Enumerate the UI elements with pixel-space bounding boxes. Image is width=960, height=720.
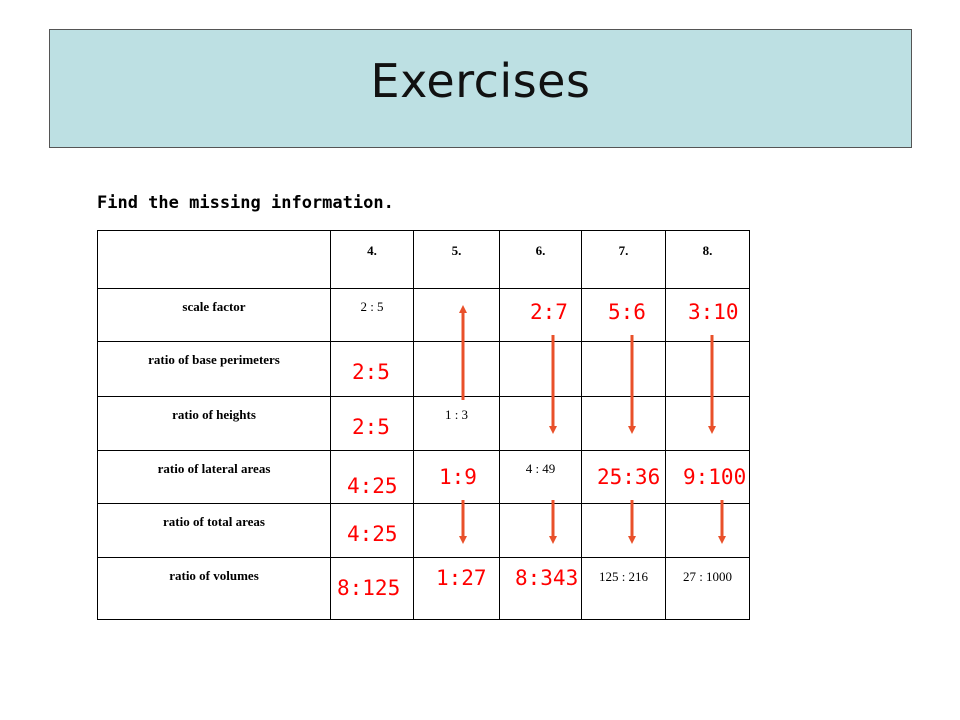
page-title: Exercises [370,54,591,108]
answer-volumes-6: 8:343 [515,566,579,590]
answer-volumes-5: 1:27 [436,566,487,590]
given-value: 4 : 49 [500,451,582,504]
answer-perimeters-4: 2:5 [352,360,390,384]
answer-lateral-5: 1:9 [439,465,477,489]
answer-lateral-4: 4:25 [347,474,398,498]
given-value-text: 27 : 1000 [682,569,733,584]
answer-lateral-8: 9:100 [683,465,747,489]
answer-lateral-7: 25:36 [597,465,661,489]
answer-scale-7: 5:6 [608,300,646,324]
row-label: ratio of lateral areas [98,451,331,504]
given-value: 1 : 3 [414,397,500,451]
answer-heights-4: 2:5 [352,415,390,439]
given-value: 2 : 5 [331,289,414,342]
row-label: ratio of total areas [98,504,331,558]
row-label: ratio of heights [98,397,331,451]
instruction-text: Find the missing information. [97,193,394,213]
header-cell: 6. [500,231,582,289]
row-label: scale factor [98,289,331,342]
answer-scale-6: 2:7 [530,300,568,324]
given-value-text: 125 : 216 [598,569,649,584]
header-cell: 4. [331,231,414,289]
header-cell: 8. [666,231,750,289]
answer-volumes-4: 8:125 [337,576,401,600]
answer-total-4: 4:25 [347,522,398,546]
header-cell: 5. [414,231,500,289]
row-label: ratio of volumes [98,558,331,620]
answer-scale-8: 3:10 [688,300,739,324]
row-label: ratio of base perimeters [98,342,331,397]
header-cell: 7. [582,231,666,289]
